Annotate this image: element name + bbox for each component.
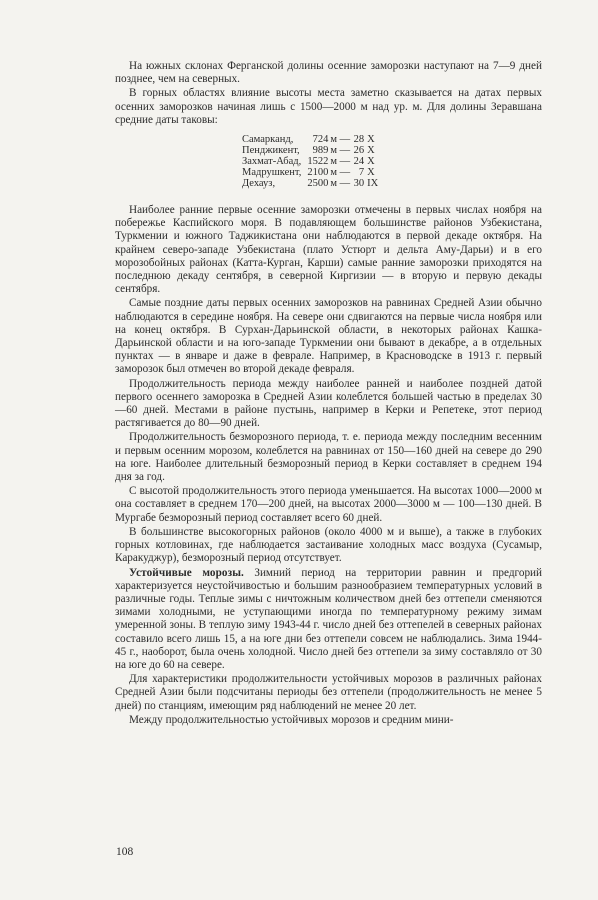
paragraph: Продолжительность безморозного периода, т. е. периода между последним весенним и первым осенним морозом, колеблется на равнинах от 150—160 дней на севере до 290 на юге. Наиболее длительный безморозный период в Керки составляет в среднем 194 дня за год. xyxy=(115,431,542,484)
elevation-unit: м — xyxy=(330,167,351,179)
paragraph: Между продолжительностью устойчивых морозов и средним мини- xyxy=(129,713,454,726)
paragraph: В горных областях влияние высоты места заметно сказывается на датах первых осенних заморозков начиная лишь с 1500—2000 м над ур. м. Для долины Зеравшана средние даты таковы: xyxy=(115,87,542,126)
station-name: Самарканд, xyxy=(242,134,294,146)
frost-month: X xyxy=(367,134,375,146)
paragraph: В большинстве высокогорных районов (около 4000 м и выше), а также в глубоких горных котловинах, где наблюдается застаивание холодных масс воздуха (Сусамыр, Каракуджур), безморозный период отсутствует. xyxy=(115,525,542,565)
paragraph: На южных склонах Ферганской долины осенние заморозки наступают на 7—9 дней позднее, чем на северных. xyxy=(115,60,542,86)
page-number: 108 xyxy=(116,846,134,858)
body-text xyxy=(115,60,542,728)
station-name: Пенджикент, xyxy=(242,145,300,157)
station-name: Мадрушкент, xyxy=(242,167,302,179)
section-heading: Устойчивые морозы. xyxy=(129,566,244,579)
station-elevation: 1522 xyxy=(307,156,329,168)
station-elevation: 989 xyxy=(312,145,329,157)
table-row xyxy=(242,145,378,156)
table-row xyxy=(242,167,378,178)
paragraph: Самые поздние даты первых осенних заморозков на равнинах Средней Азии обычно наблюдаются в середине ноября. На севере они сдвигаются на первые числа ноября или на конец октября. В Сурхан-Дарьинской области, в некоторых районах Кашка-Дарьинской области и на юго-западе Туркмении они бывают в декабре, а в отдельных пунктах — в январе и даже в феврале. Например, в Красноводске в 1913 г. первый заморозок был отмечен во второй декаде февраля. xyxy=(115,297,542,376)
elevation-unit: м — xyxy=(330,134,351,146)
frost-day: 26 xyxy=(353,145,365,157)
table-row xyxy=(242,134,378,145)
frost-day: 30 xyxy=(353,178,365,190)
paragraph: С высотой продолжительность этого периода уменьшается. На высотах 1000—2000 м она составляет в среднем 170—200 дней, на высотах 2000—3000 м — 100—130 дней. В Мургабе безморозный период составляет всего 60 дней. xyxy=(115,485,542,524)
paragraph-text: Зимний период на территории равнин и предгорий характеризуется неустойчивостью и большим разнообразием температурных условий в различные годы. Теплые зимы с ничтожным количеством дней без оттепели сменяются зимами холодными, не уступающими иногда по температурному режиму зимам умеренной зоны. В теплую зиму 1943-44 г. число дней без оттепелей в северных районах составило всего лишь 15, а на юге дни без оттепели совсем не наблюдались. Зима 1944-45 г., наоборот, была очень холодной. Число дней без оттепели за зиму составляло от 30 на юге до 60 на севере. xyxy=(115,566,543,671)
zeravshan-dates-table xyxy=(242,134,378,189)
frost-month: X xyxy=(367,156,375,168)
station-elevation: 2100 xyxy=(307,167,329,179)
table-row xyxy=(242,178,378,189)
paragraph: Наиболее ранние первые осенние заморозки отмечены в первых числах ноября на побережье Каспийского моря. В подавляющем большинстве районов Узбекистана, Туркмении и южного Таджикистана они наблюдаются в первой декаде октября. На крайнем северо-западе Узбекистана (плато Устюрт и дельта Аму-Дарьи) и в его морозобойных районах (Катта-Курган, Карши) самые ранние заморозки приходятся на последнюю декаду сентября, в северной Киргизии — в вторую и первую декады сентября. xyxy=(115,204,542,296)
paragraph: Для характеристики продолжительности устойчивых морозов в различных районах Средней Азии были подсчитаны периоды без оттепели (продолжительность не менее 5 дней) по станциям, имеющим ряд наблюдений не менее 20 лет. xyxy=(115,673,542,712)
frost-day: 7 xyxy=(358,167,365,179)
elevation-unit: м — xyxy=(330,178,351,190)
station-name: Захмат-Абад, xyxy=(242,156,302,168)
station-elevation: 724 xyxy=(312,134,329,146)
station-name: Дехауз, xyxy=(242,178,276,190)
frost-day: 24 xyxy=(353,156,365,168)
paragraph: Продолжительность периода между наиболее ранней и наиболее поздней датой первого осеннего заморозка в Средней Азии колеблется большей частью в пределах 30—60 дней. Местами в районе пустынь, например в Керки и Репетеке, этот период растягивается до 80—90 дней. xyxy=(115,377,542,430)
frost-day: 28 xyxy=(353,134,365,146)
elevation-unit: м — xyxy=(330,156,351,168)
elevation-unit: м — xyxy=(330,145,351,157)
frost-month: X xyxy=(367,145,375,157)
table-row xyxy=(242,156,378,167)
frost-month: IX xyxy=(367,178,379,190)
paragraph-with-heading xyxy=(115,567,542,673)
station-elevation: 2500 xyxy=(307,178,329,190)
frost-month: X xyxy=(367,167,375,179)
